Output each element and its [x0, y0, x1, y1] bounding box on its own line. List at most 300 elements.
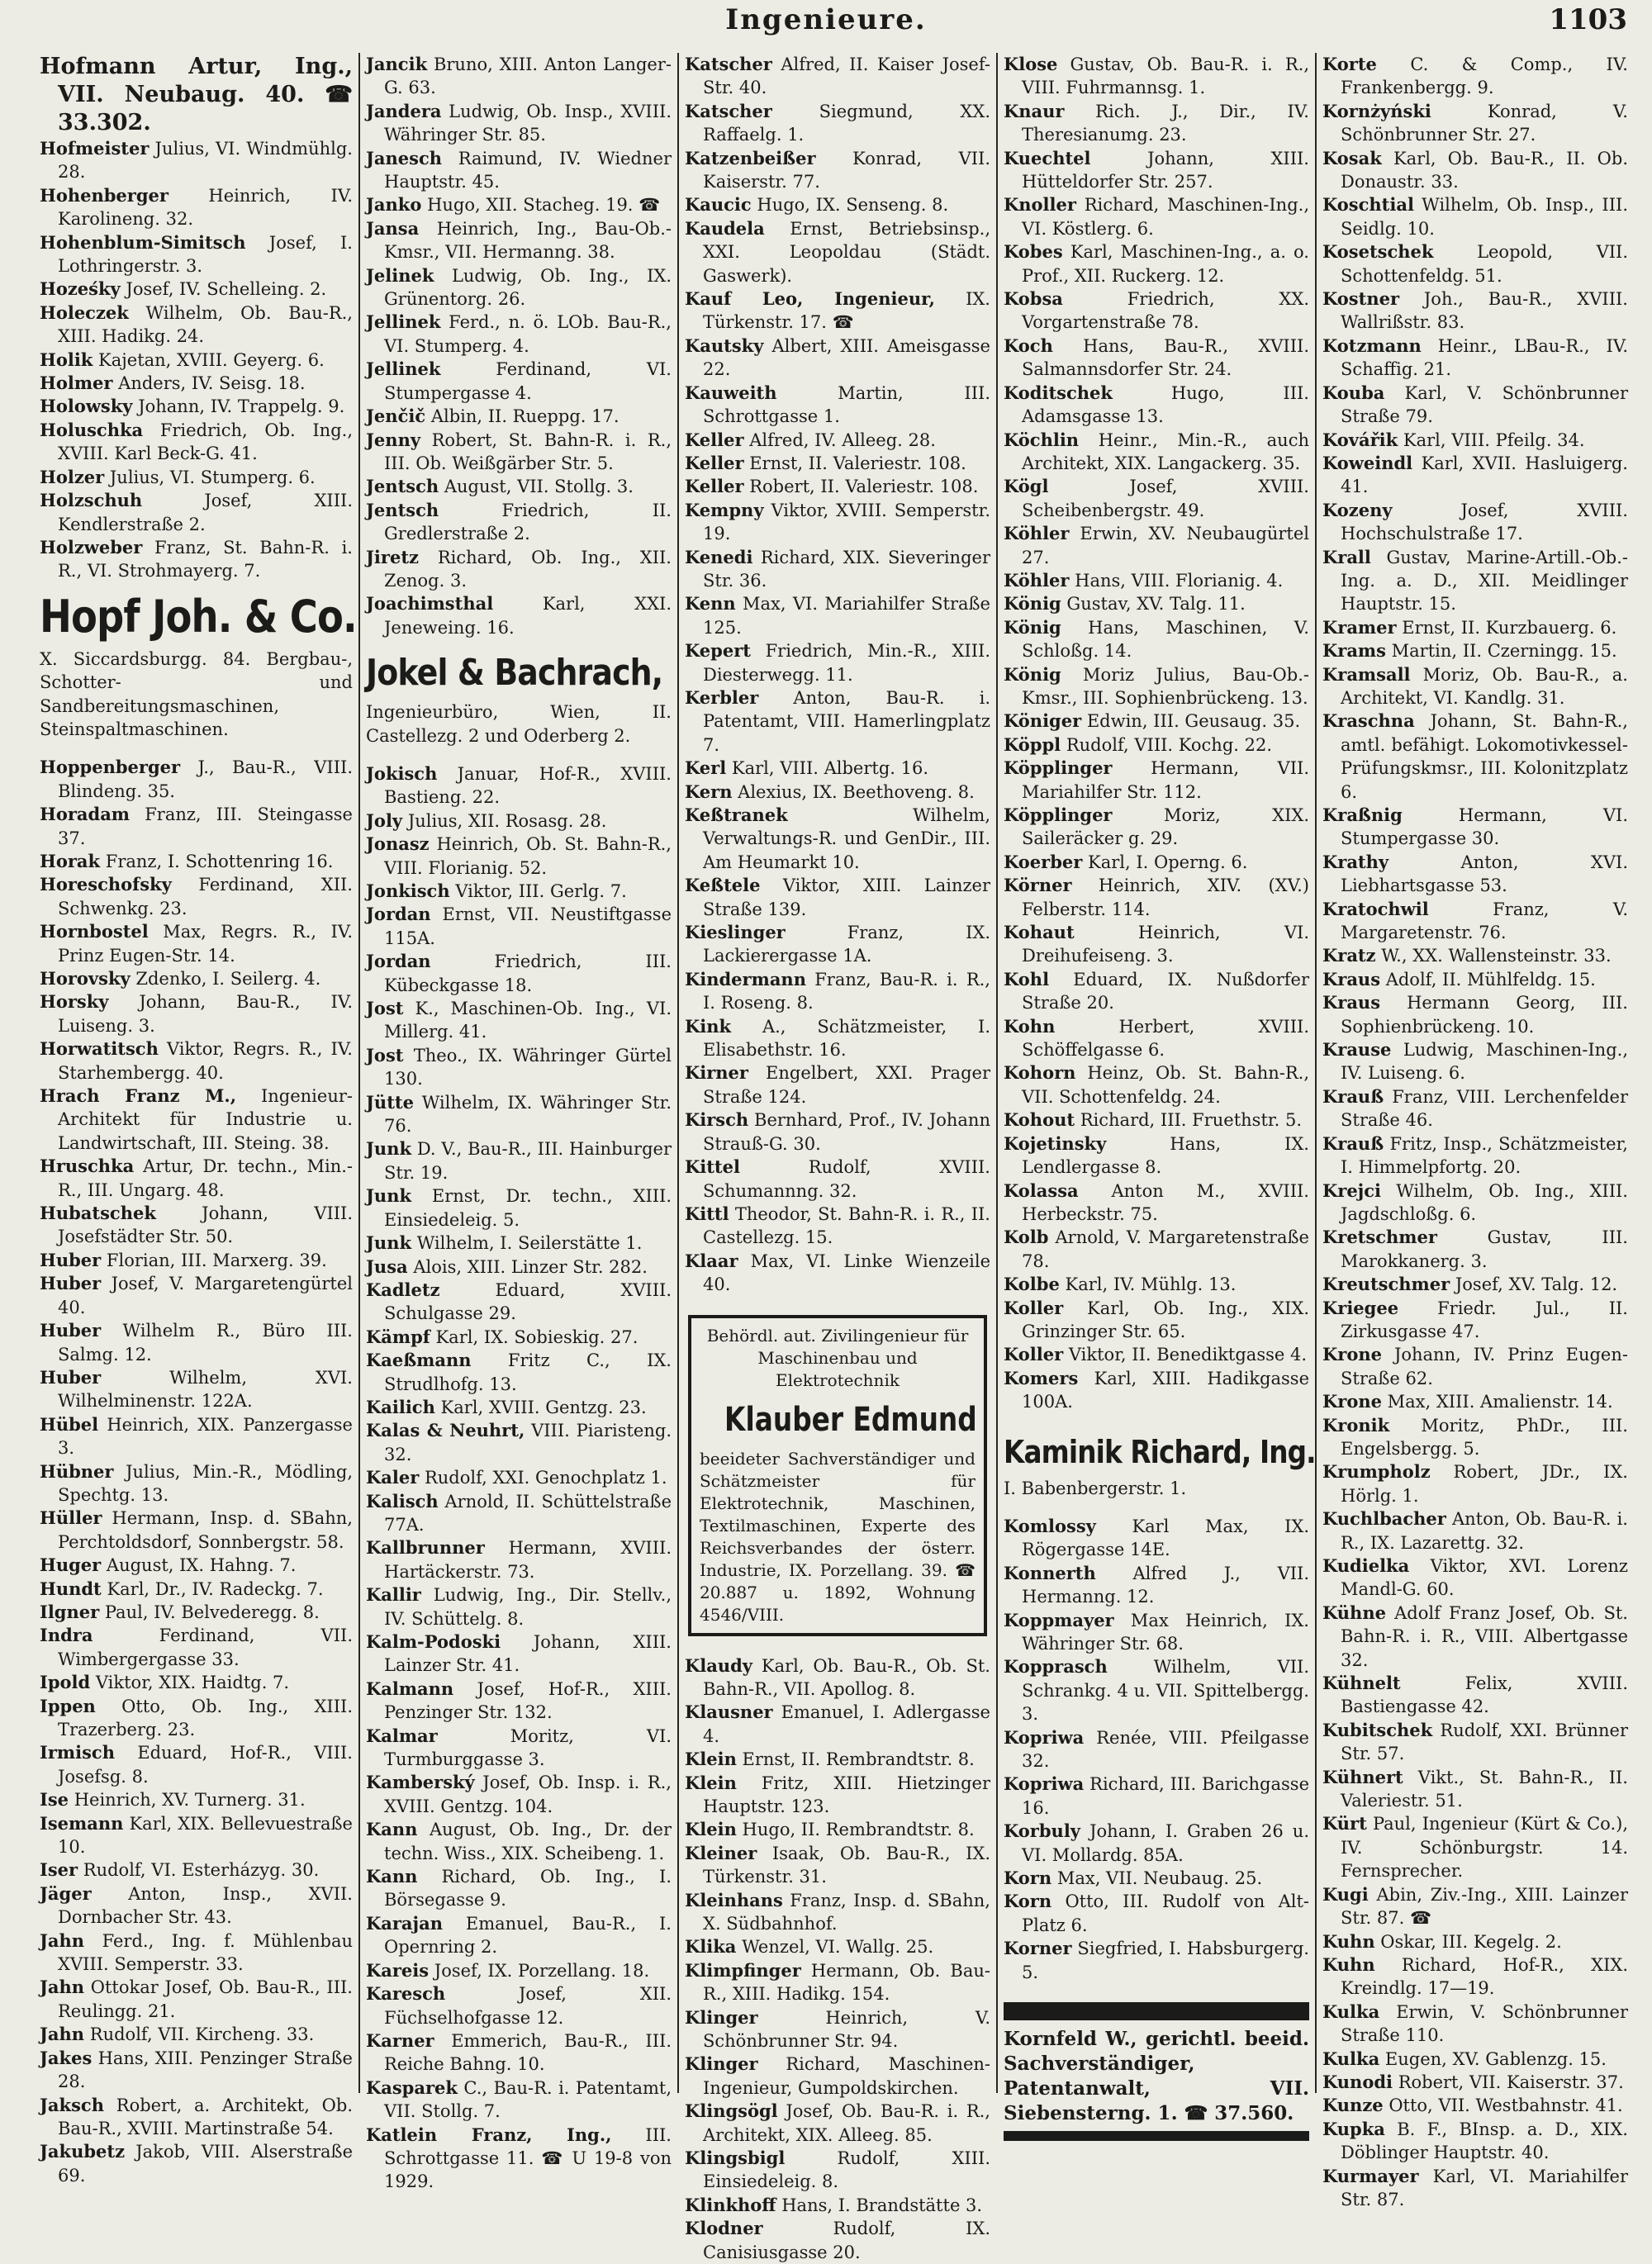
directory-entry	[366, 1678, 672, 1725]
directory-entry	[1322, 1883, 1628, 1930]
directory-entry	[1004, 1937, 1309, 1984]
directory-entry	[366, 358, 672, 405]
entry-text: C. & Comp., IV. Frankenbergg. 9.	[1341, 55, 1628, 98]
directory-entry	[366, 592, 672, 639]
directory-entry	[40, 1812, 353, 1859]
entry-name: Katzenbeißer	[685, 147, 816, 168]
directory-entry	[1322, 2001, 1628, 2048]
entry-text: Herbert, XVIII. Schöffelgasse 6.	[1022, 1016, 1309, 1061]
entry-name: Jahn	[40, 2024, 85, 2045]
directory-entry	[1004, 1773, 1309, 1820]
entry-name: Koppmayer	[1004, 1609, 1114, 1630]
directory-entry	[685, 874, 990, 921]
entry-name: König	[1004, 663, 1061, 685]
directory-entry	[366, 546, 672, 593]
entry-text: Ferdinand, XII. Schwenkg. 23.	[58, 875, 353, 918]
entry-name: Kolb	[1004, 1227, 1049, 1248]
entry-text: Hans, I. Brandstätte 3.	[781, 2195, 983, 2215]
entry-text: Ernst, II. Valeriestr. 108.	[749, 453, 966, 473]
entry-text: Erwin, V. Schönbrunner Straße 110.	[1341, 2001, 1628, 2046]
entry-text: Theodor, St. Bahn-R. i. R., II. Castellezg. 15.	[703, 1203, 990, 1248]
directory-entry	[1004, 100, 1309, 147]
entry-text: Karl, XXI. Jeneweing. 16.	[384, 594, 672, 638]
directory-entry	[1322, 1812, 1628, 1882]
entry-text: Vikt., St. Bahn-R., II. Valeriestr. 51.	[1341, 1767, 1628, 1811]
entry-text: Karl, VIII. Albertg. 16.	[731, 758, 929, 779]
entry-name: Klaudy	[685, 1654, 752, 1676]
entry-text: Karl, V. Schönbrunner Straße 79.	[1341, 382, 1628, 427]
entry-text: Emanuel, Bau-R., I. Opernring 2.	[384, 1913, 672, 1958]
entry-name: Klingsögl	[685, 2100, 778, 2122]
entry-name: Keßtele	[685, 875, 761, 896]
directory-entry	[1004, 287, 1309, 335]
directory-entry	[1322, 1343, 1628, 1390]
entry-text: Robert, JDr., IX. Hörlg. 1.	[1341, 1462, 1628, 1506]
entry-text: Friedrich, Min.-R., XIII. Diesterwegg. 11.	[703, 641, 990, 685]
entry-name: König	[1004, 616, 1061, 638]
directory-entry	[40, 2140, 353, 2187]
entry-name: Kreutschmer	[1322, 1274, 1450, 1295]
entry-text: Martin, III. Schrottgasse 1.	[703, 382, 990, 427]
entry-text: August, Ob. Ing., Dr. der techn. Wiss., XIX. Scheibeng. 1.	[384, 1820, 672, 1863]
directory-entry	[685, 452, 990, 475]
directory-entry	[366, 880, 672, 903]
entry-text: Wilhelm, VII. Schrankg. 4 u. VII. Spittelbergg. 3.	[1022, 1657, 1309, 1725]
columns	[40, 53, 1634, 2262]
entry-name: Kerl	[685, 757, 727, 779]
entry-text: Ernst, II. Rembrandtstr. 8.	[742, 1749, 975, 1770]
entry-text: Bernhard, Prof., IV. Johann Strauß-G. 30.	[703, 1110, 990, 1154]
directory-entry	[1004, 147, 1309, 194]
entry-name: Kunodi	[1322, 2071, 1393, 2092]
entry-name: Junk	[366, 1232, 412, 1254]
entry-name: Katscher	[685, 100, 772, 121]
entry-name: Kosetschek	[1322, 241, 1434, 263]
directory-entry	[685, 217, 990, 287]
directory-entry	[685, 100, 990, 147]
entry-name: Jordan	[366, 951, 431, 972]
advertisement-body: X. Siccardsburgg. 84. Bergbau-, Schotter- und Sandbereitungsmaschinen, Steinspaltmaschinen.	[40, 648, 353, 739]
entry-name: Kailich	[366, 1396, 435, 1417]
directory-entry	[1004, 1867, 1309, 1890]
entry-name: Kouba	[1322, 382, 1385, 403]
directory-entry	[685, 2217, 990, 2264]
directory-entry	[40, 1554, 353, 1577]
directory-entry	[685, 147, 990, 194]
directory-entry	[366, 475, 672, 498]
entry-name: Kallbrunner	[366, 1537, 485, 1559]
entry-name: Hüller	[40, 1507, 102, 1529]
directory-entry	[1004, 475, 1309, 522]
directory-entry	[1004, 53, 1309, 100]
entry-name: Komers	[1004, 1367, 1079, 1388]
entry-text: Johann, XIII. Hütteldorfer Str. 257.	[1022, 148, 1309, 192]
directory-entry	[366, 193, 672, 216]
entry-name: Koerber	[1004, 851, 1083, 872]
entry-text: Viktor, Regrs. R., IV. Starhembergg. 40.	[58, 1039, 353, 1083]
entry-text: Heinrich, XIX. Panzergasse 3.	[58, 1414, 353, 1459]
entry-name: Karesch	[366, 1983, 446, 2005]
directory-entry	[366, 1583, 672, 1630]
entry-text: Martin, II. Czerningg. 15.	[1391, 641, 1617, 662]
entry-text: Alfred, II. Kaiser Josef-Str. 40.	[703, 55, 990, 98]
entry-text: Kajetan, XVIII. Geyerg. 6.	[98, 349, 325, 370]
entry-text: Rich. J., Dir., IV. Theresianumg. 23.	[1022, 101, 1309, 145]
entry-text: Moriz Julius, Bau-Ob.-Kmsr., III. Sophienbrückeng. 13.	[1022, 664, 1309, 708]
entry-text: Hermann, VI. Stumpergasse 30.	[1341, 805, 1628, 849]
entry-text: Ferdinand, VII. Wimbergergasse 33.	[58, 1626, 353, 1669]
entry-text: Julius, VI. Windmühlg. 28.	[58, 139, 353, 183]
entry-text: Leopold, VII. Schottenfeldg. 51.	[1341, 242, 1628, 286]
entry-name: Köchlin	[1004, 429, 1080, 450]
entry-name: Krejci	[1322, 1179, 1382, 1201]
entry-name: Kamberský	[366, 1772, 475, 1793]
entry-name: Kaeßmann	[366, 1350, 472, 1371]
directory-entry	[1322, 1719, 1628, 1766]
entry-name: Kleinhans	[685, 1889, 783, 1910]
directory-entry	[1322, 546, 1628, 616]
entry-name: Jahn	[40, 1929, 85, 1951]
directory-entry	[685, 2147, 990, 2194]
entry-text: Robert, St. Bahn-R. i. R., III. Ob. Weißgärber Str. 5.	[384, 430, 672, 473]
entry-name: Jentsch	[366, 476, 439, 497]
directory-entry	[40, 967, 353, 990]
entry-text: Karl, Ob. Bau-R., Ob. St. Bahn-R., VII. Apollog. 8.	[703, 1655, 990, 1699]
entry-text: W., XX. Wallensteinstr. 33.	[1381, 946, 1612, 966]
entry-text: Januar, Hof-R., XVIII. Bastieng. 22.	[384, 763, 672, 808]
entry-text: Siegmund, XX. Raffaelg. 1.	[703, 101, 990, 145]
entry-name: Koller	[1004, 1297, 1064, 1318]
entry-text: Karl, XVIII. Gentzg. 23.	[440, 1397, 647, 1417]
entry-name: Koditschek	[1004, 382, 1113, 403]
entry-name: Jokisch	[366, 762, 438, 784]
directory-entry	[40, 2023, 353, 2046]
entry-text: Karl, Ob. Bau-R., II. Ob. Donaustr. 33.	[1341, 148, 1628, 192]
directory-entry	[1322, 382, 1628, 429]
directory-entry	[1004, 1015, 1309, 1062]
directory-entry	[1322, 851, 1628, 898]
entry-name: Koschtial	[1322, 194, 1414, 216]
directory-entry	[685, 2053, 990, 2100]
directory-entry	[1004, 1226, 1309, 1273]
entry-name: Krone	[1322, 1391, 1382, 1412]
directory-entry	[40, 2047, 353, 2094]
entry-name: Kautsky	[685, 335, 764, 356]
entry-text: Adolf, II. Mühlfeldg. 15.	[1385, 969, 1596, 990]
entry-name: Kupka	[1322, 2118, 1385, 2139]
entry-name: Joly	[366, 809, 403, 831]
entry-name: Korner	[1004, 1938, 1072, 1959]
directory-entry	[1322, 616, 1628, 639]
directory-entry	[40, 1155, 353, 1202]
entry-name: Koch	[1004, 335, 1053, 356]
entry-text: Friedrich, Ob. Ing., XVIII. Karl Beck-G. 41.	[58, 420, 353, 464]
directory-entry	[40, 990, 353, 1037]
entry-text: Eduard, Hof-R., VIII. Josefsg. 8.	[58, 1743, 353, 1787]
entry-text: Artur, Dr. techn., Min.-R., III. Ungarg. 48.	[58, 1156, 353, 1200]
directory-entry	[685, 781, 990, 804]
directory-entry	[685, 1701, 990, 1748]
advertisement-headline: Klauber Edmund	[724, 1400, 977, 1439]
directory-entry	[1322, 898, 1628, 945]
entry-text: August, VII. Stollg. 3.	[444, 477, 634, 497]
directory-entry	[40, 756, 353, 803]
directory-entry	[366, 1818, 672, 1865]
directory-entry	[366, 311, 672, 358]
directory-entry	[1322, 1766, 1628, 1813]
directory-entry	[1004, 1179, 1309, 1227]
entry-name: Jandera	[366, 100, 442, 121]
entry-name: Kretschmer	[1322, 1227, 1437, 1248]
entry-name: Joachimsthal	[366, 593, 494, 615]
entry-name: Holik	[40, 349, 93, 370]
entry-name: Hohenberger	[40, 184, 169, 206]
entry-name: Krathy	[1322, 851, 1389, 872]
directory-entry	[1322, 991, 1628, 1038]
entry-name: Katlein Franz, Ing.,	[366, 2124, 612, 2145]
directory-entry	[366, 2029, 672, 2077]
entry-name: Kepert	[685, 640, 751, 662]
directory-entry	[1004, 1273, 1309, 1296]
entry-text: Karl, XIII. Hadikgasse 100A.	[1022, 1368, 1309, 1412]
entry-name: Kühnelt	[1322, 1673, 1401, 1694]
entry-text: Theo., IX. Währinger Gürtel 130.	[384, 1045, 672, 1089]
entry-text: Joh., Bau-R., XVIII. Wallrißstr. 83.	[1341, 289, 1628, 333]
entry-name: Jäger	[40, 1882, 92, 1904]
entry-text: Richard, III. Barichgasse 16.	[1022, 1774, 1309, 1818]
entry-name: Kurmayer	[1322, 2165, 1419, 2186]
entry-name: Klimpfinger	[685, 1959, 801, 1981]
entry-name: Janesch	[366, 147, 443, 168]
entry-name: Katscher	[685, 54, 772, 74]
directory-entry	[1322, 1672, 1628, 1719]
entry-name: Horsky	[40, 991, 109, 1013]
entry-text: Eduard, IX. Nußdorfer Straße 20.	[1022, 969, 1309, 1013]
entry-text: Fritz, Insp., Schätzmeister, I. Himmelpfortg. 20.	[1341, 1133, 1628, 1178]
directory-entry	[1004, 1343, 1309, 1366]
directory-entry	[1322, 499, 1628, 546]
directory-entry	[40, 850, 353, 873]
directory-entry	[366, 499, 672, 546]
entry-text: Hans, IX. Lendlergasse 8.	[1022, 1133, 1309, 1178]
entry-text: Viktor, XVI. Lorenz Mandl-G. 60.	[1341, 1556, 1628, 1600]
entry-name: Kotzmann	[1322, 335, 1422, 356]
directory-entry	[366, 1725, 672, 1772]
entry-text: Moritz, VI. Turmburggasse 3.	[384, 1725, 672, 1770]
entry-name: Jost	[366, 998, 404, 1019]
entry-text: Karl, VI. Mariahilfer Str. 87.	[1341, 2166, 1628, 2209]
entry-text: Oskar, III. Kegelg. 2.	[1380, 1931, 1562, 1952]
entry-name: Ilgner	[40, 1601, 100, 1622]
entry-name: Jancik	[366, 54, 428, 74]
entry-name: Janko	[366, 194, 422, 216]
entry-name: Jansa	[366, 217, 420, 239]
directory-entry	[366, 1184, 672, 1232]
directory-entry	[1322, 1179, 1628, 1227]
directory-entry	[1322, 2071, 1628, 2094]
entry-name: Jonasz	[366, 833, 430, 855]
entry-name: Isemann	[40, 1812, 124, 1834]
entry-text: Hugo, III. Adamsgasse 13.	[1022, 382, 1309, 427]
entry-name: Junk	[366, 1138, 412, 1160]
entry-name: Kauweith	[685, 382, 777, 403]
entry-text: Adolf Franz Josef, Ob. St. Bahn-R. i. R., VIII. Albertgasse 32.	[1341, 1602, 1628, 1670]
entry-text: Bruno, XIII. Anton Langer-G. 63.	[384, 55, 672, 98]
directory-entry	[685, 804, 990, 874]
directory-entry	[40, 349, 353, 372]
directory-entry	[685, 1818, 990, 1841]
entry-text: Josef, V. Margaretengürtel 40.	[58, 1274, 353, 1317]
entry-name: Klein	[685, 1819, 737, 1840]
entry-text: Wilhelm, Verwaltungs-R. und GenDir., III. Am Heumarkt 10.	[703, 805, 990, 872]
directory-entry	[366, 100, 672, 147]
entry-name: Kohout	[1004, 1109, 1075, 1131]
entry-text: Ernst, VII. Neustiftgasse 115A.	[384, 904, 672, 948]
entry-text: Karl, Maschinen-Ing., a. o. Prof., XII. Ruckerg. 12.	[1022, 242, 1309, 286]
entry-name: Kenedi	[685, 546, 753, 567]
entry-text: Wilhelm R., Büro III. Salmg. 12.	[58, 1321, 353, 1365]
entry-text: Alfred J., VII. Hermanng. 12.	[1022, 1563, 1309, 1607]
entry-name: Kramer	[1322, 616, 1397, 638]
entry-name: Keller	[685, 476, 744, 497]
entry-text: Rudolf, XVIII. Schumannng. 32.	[703, 1157, 990, 1201]
entry-text: Karl, XIX. Bellevuestraße 10.	[58, 1813, 353, 1858]
entry-text: Konrad, V. Schönbrunner Str. 27.	[1341, 101, 1628, 145]
entry-text: Anton M., XVIII. Herbeckstr. 75.	[1022, 1180, 1309, 1224]
entry-name: Jenny	[366, 429, 421, 450]
directory-entry	[1004, 592, 1309, 615]
entry-text: Rudolf, VI. Esterházyg. 30.	[83, 1860, 320, 1881]
directory-entry	[366, 1137, 672, 1184]
directory-entry	[685, 1108, 990, 1156]
directory-entry	[1322, 710, 1628, 804]
entry-text: Josef, Hof-R., XIII. Penzinger Str. 132.	[384, 1678, 672, 1723]
entry-text: Anton, Ob. Bau-R. i. R., IX. Lazarettg. 32.	[1341, 1509, 1628, 1553]
entry-text: Heinr., Min.-R., auch Architekt, XIX. Langackerg. 35.	[1022, 430, 1309, 473]
directory-entry	[685, 475, 990, 498]
entry-name: Kraßnig	[1322, 805, 1403, 825]
entry-text: Heinrich, XV. Turnerg. 31.	[74, 1790, 306, 1811]
entry-text: Rudolf, XIII. Einsiedeleig. 8.	[703, 2148, 990, 2192]
entry-name: Kulka	[1322, 2001, 1380, 2022]
entry-name: Jordan	[366, 904, 431, 925]
entry-name: Jellinek	[366, 358, 441, 380]
entry-name: Kaler	[366, 1467, 420, 1488]
directory-entry	[40, 873, 353, 920]
directory-entry	[1322, 287, 1628, 335]
entry-name: Klinkhoff	[685, 2194, 776, 2215]
directory-entry	[40, 536, 353, 583]
page-number: 1103	[1549, 3, 1627, 36]
directory-entry	[1322, 452, 1628, 499]
entry-name: Kojetinsky	[1004, 1132, 1107, 1154]
entry-name: Köhler	[1004, 523, 1070, 544]
directory-entry	[366, 809, 672, 833]
entry-text: Josef, XII. Füchselhofgasse 12.	[384, 1984, 672, 2028]
entry-text: Franz, St. Bahn-R. i. R., VI. Strohmayerg. 7.	[58, 537, 353, 581]
entry-text: Ferd., n. ö. LOb. Bau-R., VI. Stumperg. 4.	[384, 312, 672, 356]
column-4	[996, 53, 1316, 2125]
entry-name: Krauß	[1322, 1085, 1384, 1107]
directory-entry	[1322, 1132, 1628, 1179]
directory-entry	[40, 1601, 353, 1624]
entry-text: Karl, VIII. Pfeilg. 34.	[1403, 430, 1585, 450]
entry-name: Hornbostel	[40, 921, 149, 942]
entry-text: Ernst, Dr. techn., XIII. Einsiedeleig. 5.	[384, 1186, 672, 1230]
entry-name: Holowsky	[40, 396, 133, 417]
column-2	[358, 53, 677, 2192]
directory-entry	[366, 429, 672, 476]
directory-entry	[1322, 1930, 1628, 1953]
directory-entry	[685, 335, 990, 382]
directory-entry	[366, 1865, 672, 1912]
directory-entry	[40, 419, 353, 466]
entry-text: Heinz, Ob. St. Bahn-R., VII. Schottenfeldg. 24.	[1022, 1063, 1309, 1107]
directory-entry	[40, 1741, 353, 1788]
entry-name: Klausner	[685, 1702, 773, 1723]
directory-entry	[1322, 240, 1628, 287]
entry-name: Köhler	[1004, 569, 1070, 591]
entry-text: Viktor, XIX. Haidtg. 7.	[95, 1673, 290, 1693]
entry-name: Kovářik	[1322, 429, 1398, 450]
entry-text: Rudolf, XXI. Brünner Str. 57.	[1341, 1720, 1628, 1764]
directory-entry	[1322, 1460, 1628, 1507]
entry-name: Komlossy	[1004, 1515, 1096, 1536]
entry-text: Friedrich, III. Kübeckgasse 18.	[384, 952, 672, 995]
entry-name: Kirner	[685, 1062, 748, 1084]
directory-entry	[366, 53, 672, 100]
directory-entry	[1322, 2165, 1628, 2212]
entry-text: Viktor, XVIII. Semperstr. 19.	[703, 500, 990, 544]
directory-entry	[685, 639, 990, 686]
boxed-advertisement	[688, 1315, 987, 1636]
directory-entry	[1004, 663, 1309, 710]
entry-text: Max, VI. Mariahilfer Straße 125.	[703, 594, 990, 638]
entry-name: Holzschuh	[40, 490, 143, 511]
directory-entry	[366, 1536, 672, 1583]
directory-entry	[40, 2094, 353, 2141]
entry-text: Friedrich, XX. Vorgartenstraße 78.	[1022, 289, 1309, 333]
directory-entry	[1004, 1367, 1309, 1414]
directory-entry	[366, 1232, 672, 1255]
entry-name: Jusa	[366, 1255, 408, 1277]
entry-text: Johann, IV. Prinz Eugen-Straße 62.	[1341, 1345, 1628, 1388]
directory-entry	[1322, 335, 1628, 382]
directory-entry	[685, 382, 990, 429]
entry-text: Paul, Ingenieur (Kürt & Co.), IV. Schönburgstr. 14. Fernsprecher.	[1341, 1814, 1628, 1882]
entry-name: Kuchlbacher	[1322, 1508, 1446, 1530]
entry-name: Ippen	[40, 1695, 96, 1716]
entry-text: Ludwig, Maschinen-Ing., IV. Luiseng. 6.	[1341, 1040, 1628, 1084]
entry-name: Kunze	[1322, 2095, 1384, 2116]
entry-text: Richard, Ob. Ing., XII. Zenog. 3.	[384, 547, 672, 591]
directory-entry	[685, 1748, 990, 1771]
entry-name: Jenčič	[366, 406, 426, 427]
entry-name: Kopriwa	[1004, 1726, 1085, 1748]
entry-name: Kuhn	[1322, 1953, 1375, 1975]
entry-text: Friedr. Jul., II. Zirkusgasse 47.	[1341, 1298, 1628, 1341]
entry-text: C., Bau-R. i. Patentamt, VII. Stollg. 7.	[384, 2077, 672, 2122]
entry-name: Holzweber	[40, 536, 143, 558]
directory-entry	[1004, 382, 1309, 429]
directory-entry	[1004, 921, 1309, 968]
entry-text: Hugo, IX. Senseng. 8.	[757, 195, 949, 216]
directory-entry	[685, 968, 990, 1015]
directory-entry	[366, 1959, 672, 1982]
page-header	[0, 0, 1652, 46]
entry-text: Hermann, Ob. Bau-R., XIII. Hadikg. 154.	[703, 1960, 990, 2005]
entry-text: Ernst, II. Kurzbauerg. 6.	[1402, 617, 1617, 638]
